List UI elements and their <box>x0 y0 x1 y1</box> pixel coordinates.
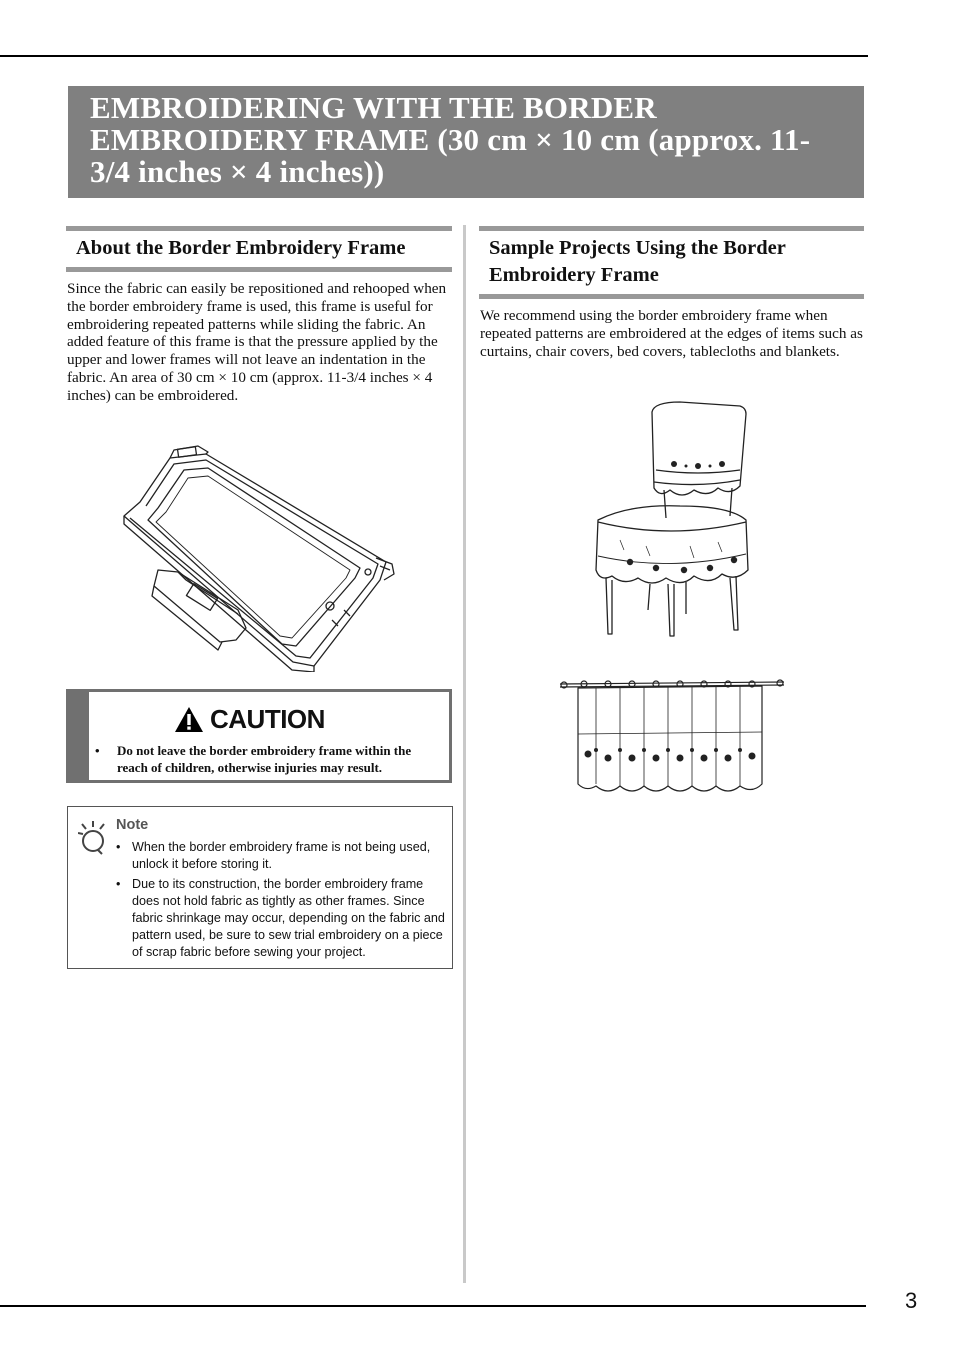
note-item: • When the border embroidery frame is not being used, unlock it before storing it. <box>116 840 431 871</box>
section-heading-about <box>66 226 452 272</box>
caution-title <box>174 704 325 735</box>
chair-cover-illustration <box>590 400 755 638</box>
note-title: Note <box>116 817 149 833</box>
sample-projects-paragraph: We recommend using the border embroidery frame when repeated patterns are embroidered at the edges of items such as curtains, chair covers, bed covers, tablecloths and blankets. <box>480 307 863 360</box>
curtain-illustration <box>556 674 788 796</box>
caution-box <box>66 689 452 783</box>
note-item: • Due to its construction, the border embroidery frame does not hold fabric as tightly as other frames. Since fabric shrinkage may occur, depending on the fabric and pattern used, be sure to sew trial embroidery on a piece of scrap fabric before sewing your project. <box>116 877 445 959</box>
column-divider <box>463 225 466 1283</box>
page-number: 3 <box>905 1288 918 1313</box>
caution-text: Do not leave the border embroidery frame within the reach of children, otherwise injuries may result. <box>117 743 412 775</box>
caution-item: • Do not leave the border embroidery frame within the reach of children, otherwise injuries may result. <box>95 742 445 776</box>
chapter-title: EMBROIDERING WITH THE BORDER EMBROIDERY FRAME (30 cm × 10 cm (approx. 11-3/4 inches × 4 inches)) <box>90 90 811 189</box>
about-paragraph: Since the fabric can easily be repositioned and rehooped when the border embroidery frame is used, this frame is useful for embroidering repeated patterns while sliding the fabric. An added feature of this frame is that the pressure applied by the upper and lower frames will not leave an indentation in the fabric. An area of 30 cm × 10 cm (approx. 11-3/4 inches × 4 inches) can be embroidered. <box>67 280 447 404</box>
border-frame-illustration <box>118 440 403 672</box>
caution-label: CAUTION <box>210 704 325 734</box>
note-box <box>67 806 453 969</box>
top-rule <box>0 55 868 57</box>
warning-triangle-icon <box>174 706 204 733</box>
section-title-about: About the Border Embroidery Frame <box>76 237 406 259</box>
section-heading-sample-projects <box>479 226 864 299</box>
section-title-sample-projects: Sample Projects Using the Border Embroidery Frame <box>489 237 786 286</box>
chapter-banner <box>68 86 864 198</box>
bottom-rule <box>0 1305 866 1307</box>
note-lightbulb-icon <box>78 819 108 855</box>
note-list <box>116 839 446 964</box>
